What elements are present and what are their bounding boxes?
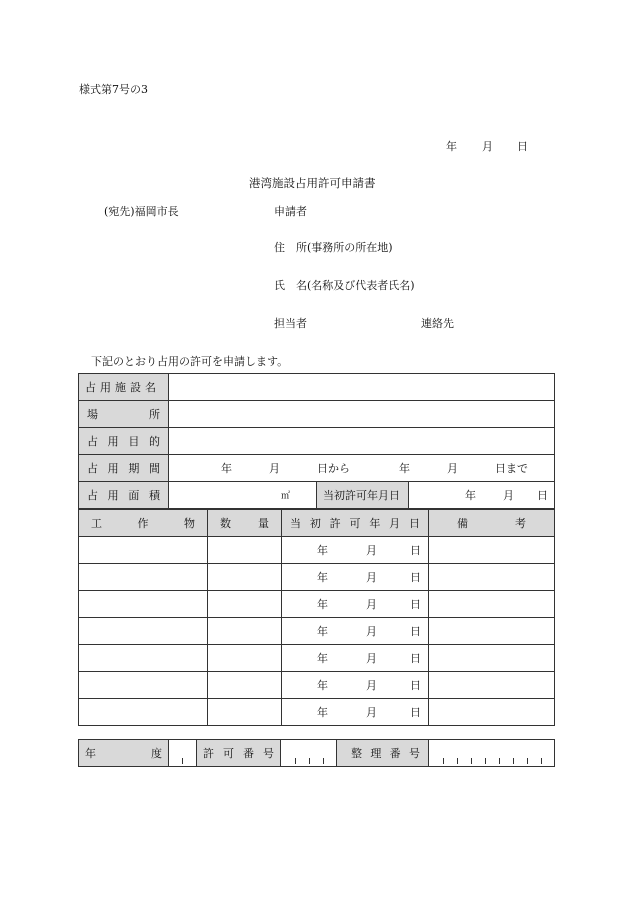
fiscal-year-field[interactable] xyxy=(169,740,197,767)
document-title: 港湾施設占用許可申請書 xyxy=(249,176,376,190)
works-remarks-cell[interactable] xyxy=(429,564,555,591)
period-label: 占 用 期 間 xyxy=(79,455,169,482)
works-row xyxy=(79,564,555,591)
footer-table xyxy=(78,739,555,767)
reference-number-field[interactable] xyxy=(429,740,555,767)
name-label: 氏 名(名称及び代表者氏名) xyxy=(274,279,415,292)
works-remarks-cell[interactable] xyxy=(429,591,555,618)
digit-separator xyxy=(485,758,486,764)
addressee: (宛先)福岡市長 xyxy=(104,205,179,218)
works-quantity-cell[interactable] xyxy=(208,591,282,618)
works-remarks-cell[interactable] xyxy=(429,699,555,726)
date-year: 年 xyxy=(446,140,457,153)
works-header-remarks: 備 考 xyxy=(429,510,555,537)
works-date-cell[interactable]: 年 月 日 xyxy=(282,672,429,699)
area-label: 占 用 面 積 xyxy=(79,482,169,509)
works-quantity-cell[interactable] xyxy=(208,564,282,591)
works-header-quantity: 数 量 xyxy=(208,510,282,537)
works-remarks-cell[interactable] xyxy=(429,618,555,645)
works-row xyxy=(79,672,555,699)
intro-text: 下記のとおり占用の許可を申請します。 xyxy=(91,355,289,368)
digit-separator xyxy=(471,758,472,764)
person-in-charge-label: 担当者 xyxy=(274,317,307,330)
works-date-cell[interactable]: 年 月 日 xyxy=(282,564,429,591)
works-structure-cell[interactable] xyxy=(79,591,208,618)
works-quantity-cell[interactable] xyxy=(208,699,282,726)
digit-separator xyxy=(513,758,514,764)
permit-number-field[interactable] xyxy=(281,740,337,767)
works-date-cell[interactable]: 年 月 日 xyxy=(282,537,429,564)
works-row xyxy=(79,537,555,564)
works-remarks-cell[interactable] xyxy=(429,537,555,564)
works-remarks-cell[interactable] xyxy=(429,672,555,699)
works-date-cell[interactable]: 年 月 日 xyxy=(282,645,429,672)
initial-permit-date-label: 当初許可年月日 xyxy=(317,482,409,509)
applicant-label: 申請者 xyxy=(274,205,307,218)
works-structure-cell[interactable] xyxy=(79,645,208,672)
form-number: 様式第7号の3 xyxy=(79,83,148,96)
works-structure-cell[interactable] xyxy=(79,672,208,699)
fiscal-year-label: 年 度 xyxy=(79,740,169,767)
facility-name-field[interactable] xyxy=(169,374,555,401)
works-date-cell[interactable]: 年 月 日 xyxy=(282,699,429,726)
works-table xyxy=(78,509,555,726)
works-quantity-cell[interactable] xyxy=(208,618,282,645)
date-month: 月 xyxy=(482,140,493,153)
facility-name-label: 占用施設名 xyxy=(79,374,169,401)
works-header-initial-date: 当 初 許 可 年 月 日 xyxy=(282,510,429,537)
works-row xyxy=(79,618,555,645)
area-field[interactable]: ㎡ xyxy=(169,482,317,509)
main-table xyxy=(78,373,555,509)
purpose-field[interactable] xyxy=(169,428,555,455)
works-structure-cell[interactable] xyxy=(79,618,208,645)
works-structure-cell[interactable] xyxy=(79,699,208,726)
works-remarks-cell[interactable] xyxy=(429,645,555,672)
date-day: 日 xyxy=(517,140,528,153)
permit-number-label: 許 可 番 号 xyxy=(197,740,281,767)
works-row xyxy=(79,645,555,672)
works-quantity-cell[interactable] xyxy=(208,672,282,699)
reference-number-label: 整 理 番 号 xyxy=(337,740,429,767)
works-structure-cell[interactable] xyxy=(79,564,208,591)
digit-separator xyxy=(457,758,458,764)
digit-separator xyxy=(527,758,528,764)
purpose-label: 占 用 目 的 xyxy=(79,428,169,455)
location-label: 場 所 xyxy=(79,401,169,428)
contact-label: 連絡先 xyxy=(421,317,454,330)
initial-permit-date-field[interactable]: 年 月 日 xyxy=(409,482,555,509)
works-row xyxy=(79,699,555,726)
works-date-cell[interactable]: 年 月 日 xyxy=(282,591,429,618)
works-row xyxy=(79,591,555,618)
address-label: 住 所(事務所の所在地) xyxy=(274,241,393,254)
works-header-structure: 工 作 物 xyxy=(79,510,208,537)
digit-separator xyxy=(541,758,542,764)
works-quantity-cell[interactable] xyxy=(208,537,282,564)
works-quantity-cell[interactable] xyxy=(208,645,282,672)
period-field[interactable]: 年 月 日から 年 月 日まで xyxy=(169,455,555,482)
location-field[interactable] xyxy=(169,401,555,428)
works-structure-cell[interactable] xyxy=(79,537,208,564)
works-date-cell[interactable]: 年 月 日 xyxy=(282,618,429,645)
digit-separator xyxy=(499,758,500,764)
digit-separator xyxy=(443,758,444,764)
